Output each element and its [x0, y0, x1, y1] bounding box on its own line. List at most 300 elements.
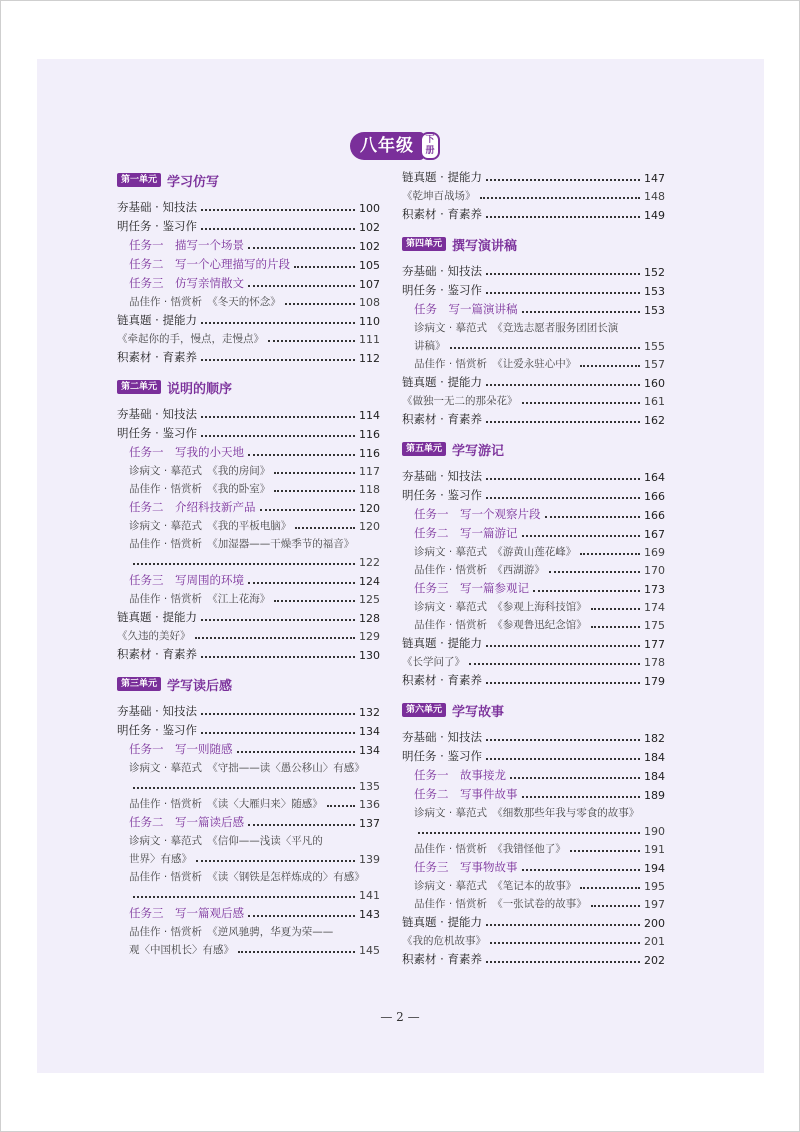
leader-dots	[570, 850, 640, 852]
unit-tag: 第二单元	[117, 380, 161, 394]
toc-entry[interactable]	[402, 408, 665, 427]
toc-entry-title: 诊病文 · 摹范式 《细数那些年我与零食的故事》	[414, 807, 640, 819]
leader-dots	[285, 303, 355, 305]
toc-entry[interactable]	[117, 309, 380, 328]
leader-dots	[486, 682, 640, 684]
toc-entry[interactable]	[117, 328, 380, 346]
toc-entry-title: 链真题 · 提能力	[402, 375, 482, 389]
toc-entry-page: 102	[359, 240, 380, 253]
toc-entry-title: 明任务 · 鉴习作	[117, 426, 197, 440]
toc-entry[interactable]	[402, 802, 665, 820]
toc-entry-page: 102	[359, 221, 380, 234]
toc-entry[interactable]	[117, 902, 380, 921]
toc-entry[interactable]	[117, 478, 380, 496]
toc-entry-page: 139	[359, 853, 380, 866]
leader-dots	[486, 961, 640, 963]
unit-heading	[117, 674, 380, 694]
volume-label	[420, 132, 440, 160]
toc-entry-page: 195	[644, 880, 665, 893]
toc-entry[interactable]	[402, 298, 665, 317]
leader-dots	[580, 887, 640, 889]
toc-entry[interactable]	[117, 793, 380, 811]
toc-entry[interactable]	[117, 625, 380, 643]
toc-entry-title: 明任务 · 鉴习作	[402, 488, 482, 502]
leader-dots	[268, 340, 355, 342]
section-gap	[402, 427, 665, 435]
toc-entry-title: 任务三 写事物故事	[414, 860, 518, 874]
toc-entry-title: 品佳作 · 悟赏析 《我的卧室》	[129, 483, 271, 495]
toc-entry-title: 链真题 · 提能力	[117, 610, 197, 624]
unit-tag: 第三单元	[117, 677, 161, 691]
toc-entry-title: 世界〉有感》	[129, 853, 192, 865]
toc-entry-title: 诊病文 · 摹范式 《信仰——浅读〈平凡的	[129, 835, 323, 847]
toc-entry[interactable]	[117, 643, 380, 662]
leader-dots	[486, 421, 640, 423]
toc-entry[interactable]	[402, 465, 665, 484]
toc-entry[interactable]	[402, 390, 665, 408]
leader-dots	[248, 285, 355, 287]
section-gap	[402, 967, 665, 975]
leader-dots	[195, 637, 356, 639]
toc-entry-title: 诊病文 · 摹范式 《笔记本的故事》	[414, 880, 577, 892]
toc-entry[interactable]	[117, 757, 380, 775]
toc-entry[interactable]	[117, 588, 380, 606]
toc-entry[interactable]	[402, 335, 665, 353]
toc-entry-page: 191	[644, 843, 665, 856]
toc-entry-title: 《牵起你的手，慢点，走慢点》	[117, 333, 264, 345]
toc-entry-page: 107	[359, 278, 380, 291]
toc-entry-page: 134	[359, 725, 380, 738]
toc-entry[interactable]	[117, 700, 380, 719]
leader-dots	[522, 535, 641, 537]
leader-dots	[549, 571, 640, 573]
toc-entry[interactable]	[402, 541, 665, 559]
toc-entry[interactable]	[402, 596, 665, 614]
leader-dots	[486, 273, 640, 275]
toc-entry-page: 125	[359, 593, 380, 606]
toc-entry[interactable]	[402, 856, 665, 875]
toc-entry-title: 诊病文 · 摹范式 《我的平板电脑》	[129, 520, 292, 532]
leader-dots	[486, 179, 640, 181]
leader-dots	[545, 516, 641, 518]
toc-entry-page: 145	[359, 944, 380, 957]
leader-dots	[591, 626, 640, 628]
toc-entry-title: 任务一 故事接龙	[414, 768, 506, 782]
toc-entry-title: 讲稿》	[414, 340, 446, 352]
toc-entry-page: 132	[359, 706, 380, 719]
toc-entry-page: 148	[644, 190, 665, 203]
toc-entry-title: 观〈中国机长〉有感》	[129, 944, 234, 956]
toc-entry[interactable]	[117, 422, 380, 441]
toc-entry-title: 《久违的美好》	[117, 630, 191, 642]
leader-dots	[274, 472, 355, 474]
leader-dots	[248, 247, 355, 249]
toc-entry-title: 任务二 写一篇游记	[414, 526, 518, 540]
toc-entry-title: 任务二 写一篇读后感	[129, 815, 244, 829]
toc-entry-page: 160	[644, 377, 665, 390]
toc-entry[interactable]	[402, 484, 665, 503]
unit-title: 学习仿写	[167, 174, 220, 190]
toc-entry-page: 175	[644, 619, 665, 632]
toc-entry-page: 197	[644, 898, 665, 911]
toc-entry-page: 170	[644, 564, 665, 577]
toc-entry[interactable]	[402, 651, 665, 669]
toc-entry-page: 155	[644, 340, 665, 353]
toc-entry[interactable]	[402, 726, 665, 745]
toc-entry-page: 112	[359, 352, 380, 365]
toc-entry-page: 118	[359, 483, 380, 496]
toc-entry-page: 116	[359, 428, 380, 441]
toc-entry[interactable]	[117, 196, 380, 215]
toc-entry-title: 品佳作 · 悟赏析 《读〈大雁归来〉随感》	[129, 798, 323, 810]
section-gap	[117, 662, 380, 670]
toc-entry-title: 明任务 · 鉴习作	[117, 219, 197, 233]
leader-dots	[201, 416, 355, 418]
leader-dots	[295, 527, 355, 529]
leader-dots	[522, 311, 641, 313]
toc-entry-page: 166	[644, 490, 665, 503]
toc-entry[interactable]	[402, 577, 665, 596]
toc-entry[interactable]	[117, 291, 380, 309]
toc-entry-title: 品佳作 · 悟赏析 《江上花海》	[129, 593, 271, 605]
leader-dots	[201, 209, 355, 211]
leader-dots	[591, 905, 640, 907]
leader-dots	[201, 322, 355, 324]
toc-entry[interactable]	[117, 719, 380, 738]
leader-dots	[274, 600, 355, 602]
toc-entry-page: 157	[644, 358, 665, 371]
toc-entry-page: 130	[359, 649, 380, 662]
toc-entry-title: 链真题 · 提能力	[117, 313, 197, 327]
toc-entry[interactable]	[117, 272, 380, 291]
toc-entry[interactable]	[117, 460, 380, 478]
toc-entry-title: 诊病文 · 摹范式 《参观上海科技馆》	[414, 601, 587, 613]
leader-dots	[580, 553, 640, 555]
toc-entry-page: 173	[644, 583, 665, 596]
toc-right-column	[402, 166, 665, 975]
toc-entry[interactable]	[402, 764, 665, 783]
toc-entry-title: 夯基础 · 知技法	[117, 407, 197, 421]
leader-dots	[327, 805, 355, 807]
unit-tag: 第六单元	[402, 703, 446, 717]
toc-entry-page: 178	[644, 656, 665, 669]
toc-entry[interactable]	[117, 775, 380, 793]
toc-entry-title: 明任务 · 鉴习作	[402, 283, 482, 297]
toc-entry-title: 积素材 · 育素养	[402, 412, 482, 426]
toc-entry[interactable]	[402, 875, 665, 893]
leader-dots	[522, 402, 641, 404]
unit-heading	[402, 439, 665, 459]
toc-entry-title: 任务一 写一个观察片段	[414, 507, 541, 521]
leader-dots	[248, 824, 355, 826]
toc-entry-page: 122	[359, 556, 380, 569]
section-gap	[402, 222, 665, 230]
leader-dots	[294, 266, 355, 268]
toc-entry[interactable]	[117, 403, 380, 422]
leader-dots	[486, 478, 640, 480]
leader-dots	[133, 896, 355, 898]
leader-dots	[418, 832, 640, 834]
toc-entry-page: 117	[359, 465, 380, 478]
page-number: — 2 —	[380, 1010, 420, 1024]
leader-dots	[486, 216, 640, 218]
toc-entry-title: 任务二 写事件故事	[414, 787, 518, 801]
toc-entry-title: 明任务 · 鉴习作	[402, 749, 482, 763]
leader-dots	[490, 942, 640, 944]
toc-entry-title: 积素材 · 育素养	[117, 350, 197, 364]
unit-title: 学写游记	[452, 443, 505, 459]
leader-dots	[274, 490, 355, 492]
toc-entry-page: 114	[359, 409, 380, 422]
toc-entry-title: 任务二 写一个心理描写的片段	[129, 257, 290, 271]
leader-dots	[486, 758, 640, 760]
toc-entry[interactable]	[402, 911, 665, 930]
toc-entry-page: 162	[644, 414, 665, 427]
toc-entry-page: 202	[644, 954, 665, 967]
toc-entry[interactable]	[117, 830, 380, 848]
toc-entry[interactable]	[117, 346, 380, 365]
leader-dots	[486, 924, 640, 926]
leader-dots	[486, 292, 640, 294]
toc-entry-page: 128	[359, 612, 380, 625]
toc-entry[interactable]	[117, 921, 380, 939]
toc-entry[interactable]	[117, 866, 380, 884]
toc-entry-title: 品佳作 · 悟赏析 《一张试卷的故事》	[414, 898, 587, 910]
unit-tag: 第一单元	[117, 173, 161, 187]
toc-entry-title: 任务一 写我的小天地	[129, 445, 244, 459]
leader-dots	[486, 645, 640, 647]
unit-title: 学写读后感	[167, 678, 233, 694]
toc-entry-page: 167	[644, 528, 665, 541]
toc-entry[interactable]	[402, 632, 665, 651]
toc-entry[interactable]	[402, 669, 665, 688]
unit-tag: 第四单元	[402, 237, 446, 251]
toc-entry-title: 任务三 写一篇参观记	[414, 581, 529, 595]
toc-entry-page: 129	[359, 630, 380, 643]
toc-entry-title: 积素材 · 育素养	[402, 207, 482, 221]
toc-entry-title: 诊病文 · 摹范式 《守拙——读〈愚公移山〉有感》	[129, 762, 365, 774]
toc-entry-title: 品佳作 · 悟赏析 《我错怪他了》	[414, 843, 566, 855]
toc-entry-title: 夯基础 · 知技法	[117, 200, 197, 214]
unit-tag: 第五单元	[402, 442, 446, 456]
toc-entry-title: 品佳作 · 悟赏析 《让爱永驻心中》	[414, 358, 577, 370]
toc-entry-page: 105	[359, 259, 380, 272]
toc-entry-page: 166	[644, 509, 665, 522]
toc-entry[interactable]	[117, 441, 380, 460]
toc-entry-page: 161	[644, 395, 665, 408]
leader-dots	[201, 619, 355, 621]
volume-text: 下 册	[425, 135, 435, 156]
toc-entry[interactable]	[117, 569, 380, 588]
toc-entry-page: 136	[359, 798, 380, 811]
toc-entry-title: 《做独一无二的那朵花》	[402, 395, 518, 407]
leader-dots	[469, 663, 640, 665]
leader-dots	[238, 951, 355, 953]
toc-entry-page: 153	[644, 304, 665, 317]
toc-entry[interactable]	[117, 253, 380, 272]
toc-entry-title: 品佳作 · 悟赏析 《西湖游》	[414, 564, 545, 576]
toc-entry-page: 149	[644, 209, 665, 222]
toc-entry[interactable]	[117, 551, 380, 569]
toc-entry-page: 124	[359, 575, 380, 588]
toc-entry-title: 任务三 写周围的环境	[129, 573, 244, 587]
toc-entry[interactable]	[402, 317, 665, 335]
toc-entry-title: 链真题 · 提能力	[402, 636, 482, 650]
toc-left-column	[117, 166, 380, 957]
leader-dots	[510, 777, 640, 779]
toc-entry-page: 164	[644, 471, 665, 484]
toc-entry-page: 100	[359, 202, 380, 215]
toc-entry-page: 141	[359, 889, 380, 902]
toc-entry-title: 品佳作 · 悟赏析 《读〈钢铁是怎样炼成的〉有感》	[129, 871, 365, 883]
toc-entry-title: 明任务 · 鉴习作	[117, 723, 197, 737]
toc-entry-page: 143	[359, 908, 380, 921]
toc-entry[interactable]	[402, 893, 665, 911]
toc-entry-title: 链真题 · 提能力	[402, 915, 482, 929]
toc-entry-page: 116	[359, 447, 380, 460]
toc-entry-page: 194	[644, 862, 665, 875]
toc-entry[interactable]	[117, 515, 380, 533]
toc-entry[interactable]	[402, 203, 665, 222]
leader-dots	[196, 860, 355, 862]
grade-label: 八年级	[350, 132, 424, 160]
toc-entry-title: 积素材 · 育素养	[117, 647, 197, 661]
toc-entry-title: 《乾坤百战场》	[402, 190, 476, 202]
leader-dots	[533, 590, 640, 592]
toc-entry-page: 137	[359, 817, 380, 830]
toc-entry-page: 174	[644, 601, 665, 614]
leader-dots	[201, 228, 355, 230]
unit-title: 撰写演讲稿	[452, 238, 518, 254]
toc-entry[interactable]	[402, 522, 665, 541]
toc-entry[interactable]	[402, 166, 665, 185]
toc-entry[interactable]	[402, 614, 665, 632]
toc-entry-page: 190	[644, 825, 665, 838]
toc-entry-title: 任务 写一篇演讲稿	[414, 302, 518, 316]
toc-entry-page: 111	[359, 333, 380, 346]
toc-entry-page: 177	[644, 638, 665, 651]
toc-entry-page: 200	[644, 917, 665, 930]
unit-title: 说明的顺序	[167, 381, 233, 397]
toc-entry-page: 120	[359, 520, 380, 533]
toc-entry-title: 诊病文 · 摹范式 《游黄山莲花峰》	[414, 546, 577, 558]
toc-entry-page: 184	[644, 770, 665, 783]
leader-dots	[522, 796, 641, 798]
leader-dots	[580, 365, 640, 367]
leader-dots	[260, 509, 356, 511]
toc-entry-title: 积素材 · 育素养	[402, 673, 482, 687]
toc-entry[interactable]	[402, 948, 665, 967]
toc-entry-title: 积素材 · 育素养	[402, 952, 482, 966]
toc-entry-title: 品佳作 · 悟赏析 《逆风驰骋，华夏为荣——	[129, 926, 334, 938]
leader-dots	[522, 869, 641, 871]
toc-entry-title: 链真题 · 提能力	[402, 170, 482, 184]
unit-heading	[117, 377, 380, 397]
unit-heading	[402, 700, 665, 720]
toc-entry-title: 夯基础 · 知技法	[402, 264, 482, 278]
toc-entry-title: 诊病文 · 摹范式 《竞选志愿者服务团团长演	[414, 322, 619, 334]
toc-entry-title: 夯基础 · 知技法	[117, 704, 197, 718]
unit-title: 学写故事	[452, 704, 505, 720]
toc-entry[interactable]	[402, 783, 665, 802]
leader-dots	[480, 197, 641, 199]
leader-dots	[486, 497, 640, 499]
toc-entry[interactable]	[402, 930, 665, 948]
leader-dots	[133, 787, 355, 789]
leader-dots	[201, 732, 355, 734]
toc-entry[interactable]	[117, 234, 380, 253]
toc-entry-title: 《长学问了》	[402, 656, 465, 668]
leader-dots	[201, 713, 355, 715]
leader-dots	[248, 915, 355, 917]
toc-entry[interactable]	[117, 884, 380, 902]
toc-entry-page: 179	[644, 675, 665, 688]
toc-entry-page: 120	[359, 502, 380, 515]
toc-entry-page: 134	[359, 744, 380, 757]
toc-entry[interactable]	[117, 215, 380, 234]
toc-entry-title: 任务二 介绍科技新产品	[129, 500, 256, 514]
unit-heading	[402, 234, 665, 254]
toc-entry[interactable]	[117, 606, 380, 625]
toc-entry[interactable]	[402, 820, 665, 838]
leader-dots	[591, 608, 640, 610]
toc-entry[interactable]	[117, 496, 380, 515]
leader-dots	[133, 563, 355, 565]
toc-entry-page: 152	[644, 266, 665, 279]
toc-entry-title: 夯基础 · 知技法	[402, 730, 482, 744]
toc-entry-page: 153	[644, 285, 665, 298]
leader-dots	[486, 739, 640, 741]
toc-entry-page: 189	[644, 789, 665, 802]
toc-entry-title: 夯基础 · 知技法	[402, 469, 482, 483]
toc-entry[interactable]	[117, 738, 380, 757]
toc-entry[interactable]	[117, 533, 380, 551]
unit-heading	[117, 170, 380, 190]
leader-dots	[248, 454, 355, 456]
toc-entry-title: 品佳作 · 悟赏析 《参观鲁迅纪念馆》	[414, 619, 587, 631]
leader-dots	[201, 435, 355, 437]
toc-entry[interactable]	[117, 939, 380, 957]
toc-entry-title: 诊病文 · 摹范式 《我的房间》	[129, 465, 271, 477]
toc-entry[interactable]	[402, 279, 665, 298]
leader-dots	[450, 347, 641, 349]
toc-entry[interactable]	[402, 838, 665, 856]
toc-entry[interactable]	[117, 811, 380, 830]
toc-entry[interactable]	[402, 371, 665, 390]
toc-entry-page: 108	[359, 296, 380, 309]
toc-entry[interactable]	[402, 185, 665, 203]
toc-entry-title: 品佳作 · 悟赏析 《加湿器——干燥季节的福音》	[129, 538, 355, 550]
toc-entry-page: 201	[644, 935, 665, 948]
toc-entry-title: 《我的危机故事》	[402, 935, 486, 947]
toc-entry-title: 品佳作 · 悟赏析 《冬天的怀念》	[129, 296, 281, 308]
leader-dots	[248, 582, 355, 584]
toc-entry[interactable]	[117, 848, 380, 866]
toc-entry-title: 任务一 写一则随感	[129, 742, 233, 756]
toc-entry-page: 184	[644, 751, 665, 764]
section-gap	[117, 365, 380, 373]
toc-entry[interactable]	[402, 260, 665, 279]
toc-entry[interactable]	[402, 503, 665, 522]
section-gap	[402, 688, 665, 696]
leader-dots	[486, 384, 640, 386]
toc-entry[interactable]	[402, 353, 665, 371]
toc-entry-page: 110	[359, 315, 380, 328]
toc-entry-page: 147	[644, 172, 665, 185]
leader-dots	[201, 656, 355, 658]
toc-entry[interactable]	[402, 559, 665, 577]
toc-entry[interactable]	[402, 745, 665, 764]
